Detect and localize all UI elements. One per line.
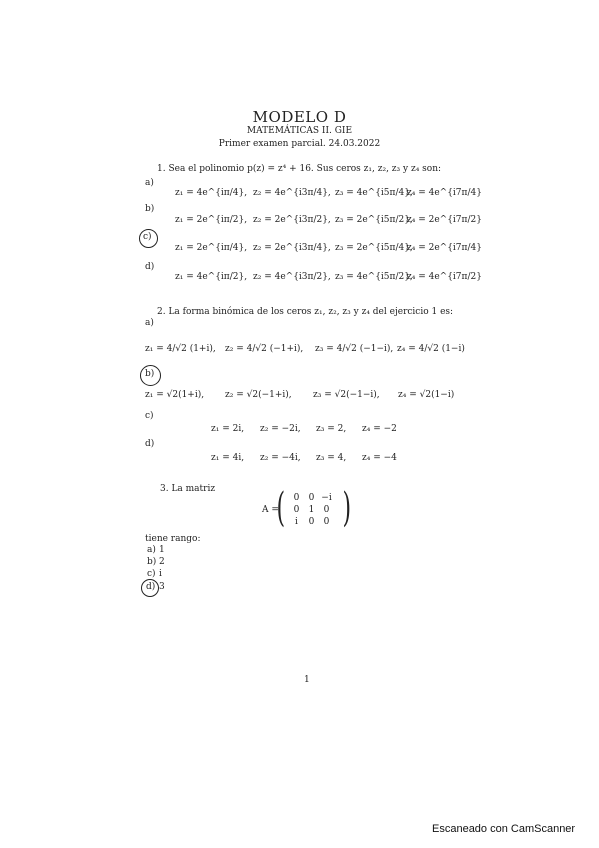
exam-title: MODELO D: [252, 108, 347, 126]
right-paren-icon: ): [342, 485, 352, 531]
q1-a-z1: z₁ = 4e^{iπ/4},: [175, 188, 248, 198]
q3-tail: tiene rango:: [145, 534, 201, 544]
q2-b-z1: z₁ = √2(1+i),: [145, 390, 205, 400]
q2-c-z2: z₂ = −2i,: [260, 424, 301, 434]
matrix-cell: 0: [323, 517, 330, 527]
exam-date: Primer examen parcial. 24.03.2022: [218, 139, 381, 149]
q1-c-z1: z₁ = 2e^{iπ/4},: [175, 243, 248, 253]
q2-c-z1: z₁ = 2i,: [211, 424, 245, 434]
q1-option-d-label: d): [145, 262, 155, 272]
q1-d-z4: z₄ = 4e^{i7π/2}: [407, 272, 482, 282]
page-number: 1: [304, 675, 310, 685]
q2-option-a-label: a): [145, 318, 154, 328]
q3-prompt: 3. La matriz: [160, 484, 216, 494]
q2-c-z4: z₄ = −2: [362, 424, 397, 434]
q1-c-z4: z₄ = 2e^{i7π/4}: [407, 243, 482, 253]
q1-option-b-label: b): [145, 204, 155, 214]
matrix-cell: 0: [308, 493, 315, 503]
matrix-grid: [289, 492, 334, 528]
exam-subtitle: MATEMÁTICAS II. GIE: [246, 126, 353, 136]
q3-option-c-label: c): [147, 569, 156, 579]
q3-option-b-value: 2: [159, 557, 165, 567]
q2-option-c-label: c): [145, 411, 154, 421]
q1-a-z3: z₃ = 4e^{i5π/4},: [335, 188, 413, 198]
q1-prompt: 1. Sea el polinomio p(z) = z⁴ + 16. Sus ceros z₁, z₂, z₃ y z₄ son:: [157, 164, 442, 174]
q2-d-z4: z₄ = −4: [362, 453, 397, 463]
q1-option-a-label: a): [145, 178, 154, 188]
matrix-cell: i: [295, 517, 298, 527]
q2-b-z3: z₃ = √2(−1−i),: [313, 390, 380, 400]
q1-b-z3: z₃ = 2e^{i5π/2},: [335, 215, 413, 225]
q1-a-z4: z₄ = 4e^{i7π/4}: [407, 188, 482, 198]
q3-option-b-label: b): [147, 557, 157, 567]
q2-c-z3: z₃ = 2,: [316, 424, 347, 434]
q2-b-z2: z₂ = √2(−1+i),: [225, 390, 292, 400]
q1-c-z3: z₃ = 2e^{i5π/4},: [335, 243, 413, 253]
q2-option-b-label: b): [145, 369, 155, 379]
matrix-cell: 0: [308, 517, 315, 527]
q3-option-a-value: 1: [159, 545, 165, 555]
scanner-watermark: Escaneado con CamScanner: [432, 823, 576, 835]
matrix-cell: 0: [323, 505, 330, 515]
q1-a-z2: z₂ = 4e^{i3π/4},: [253, 188, 331, 198]
q2-a-z3: z₃ = 4/√2 (−1−i),: [315, 344, 394, 354]
q1-d-z2: z₂ = 4e^{i3π/2},: [253, 272, 331, 282]
matrix-cell: 1: [308, 505, 315, 515]
q2-b-z4: z₄ = √2(1−i): [398, 390, 455, 400]
q2-d-z3: z₃ = 4,: [316, 453, 347, 463]
matrix-cell: 0: [293, 493, 300, 503]
matrix-label: A =: [262, 505, 279, 515]
q1-c-z2: z₂ = 2e^{i3π/4},: [253, 243, 331, 253]
left-paren-icon: (: [276, 485, 286, 531]
q3-option-d-label: d): [146, 582, 156, 592]
q1-b-z2: z₂ = 2e^{i3π/2},: [253, 215, 331, 225]
q1-b-z1: z₁ = 2e^{iπ/2},: [175, 215, 248, 225]
q3-option-d-value: 3: [159, 582, 165, 592]
q1-b-z4: z₄ = 2e^{i7π/2}: [407, 215, 482, 225]
q2-option-d-label: d): [145, 439, 155, 449]
q1-option-c-label: c): [143, 232, 152, 242]
q2-a-z2: z₂ = 4/√2 (−1+i),: [225, 344, 304, 354]
q3-option-a-label: a): [147, 545, 156, 555]
q2-a-z4: z₄ = 4/√2 (1−i): [397, 344, 465, 354]
q1-d-z3: z₃ = 4e^{i5π/2},: [335, 272, 413, 282]
q1-d-z1: z₁ = 4e^{iπ/2},: [175, 272, 248, 282]
matrix-cell: −i: [321, 493, 332, 503]
q2-d-z1: z₁ = 4i,: [211, 453, 245, 463]
q2-prompt: 2. La forma binómica de los ceros z₁, z₂, z₃ y z₄ del ejercicio 1 es:: [157, 307, 454, 317]
matrix-a: [276, 485, 352, 532]
q2-a-z1: z₁ = 4/√2 (1+i),: [145, 344, 216, 354]
matrix-cell: 0: [293, 505, 300, 515]
q3-option-c-value: i: [159, 569, 162, 579]
q2-d-z2: z₂ = −4i,: [260, 453, 301, 463]
